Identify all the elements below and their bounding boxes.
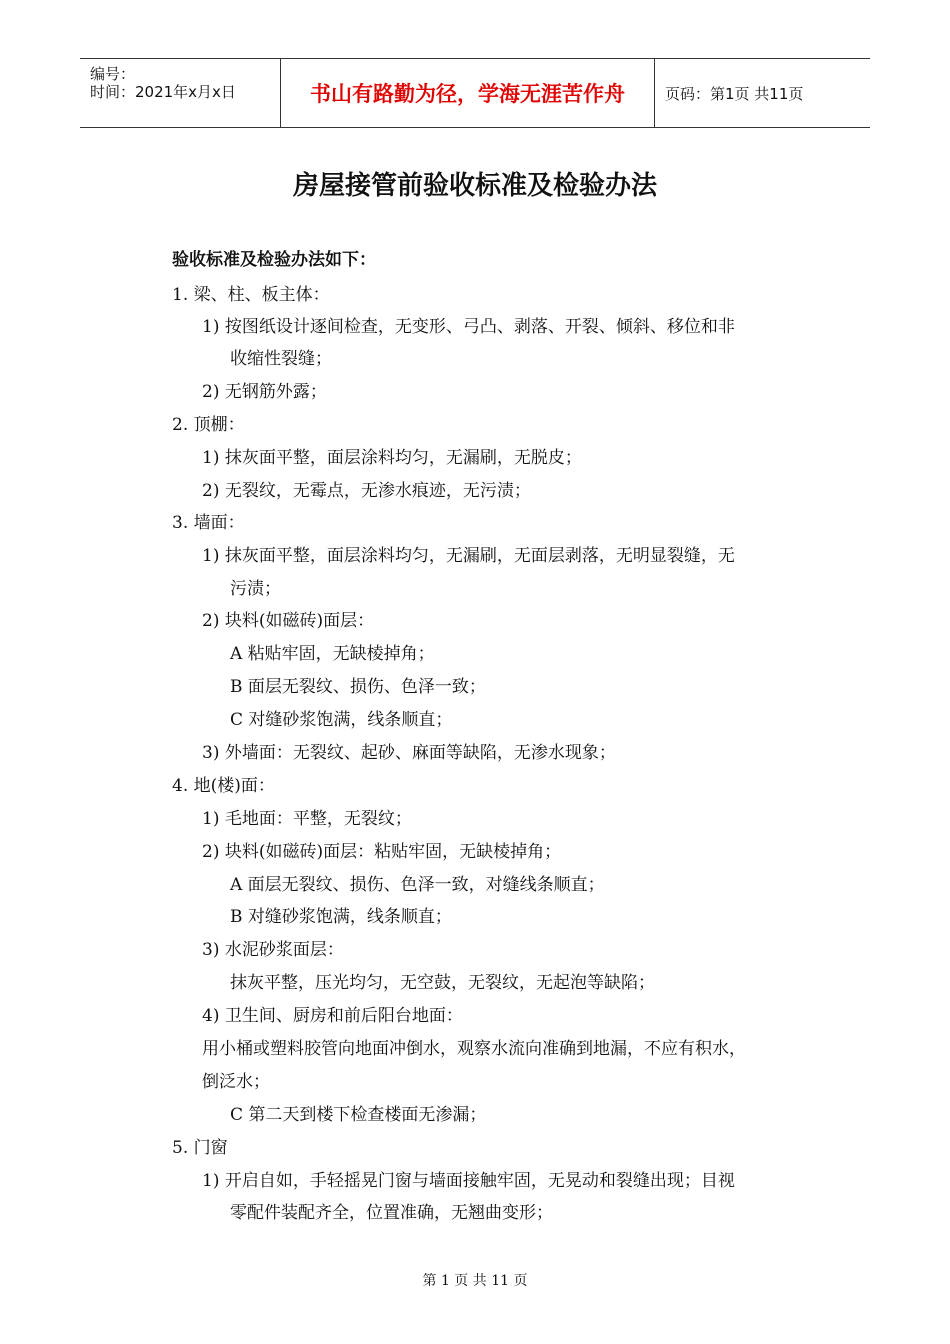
code-label: 编号：: [90, 65, 136, 83]
body-line: 2) 无裂纹，无霉点，无渗水痕迹，无污渍；: [202, 481, 531, 501]
body-line: 1. 梁、柱、板主体：: [172, 285, 330, 305]
document-header: [80, 58, 870, 128]
body-line: C 第二天到楼下检查楼面无渗漏；: [230, 1105, 487, 1125]
body-line: 1) 按图纸设计逐间检查，无变形、弓凸、剥落、开裂、倾斜、移位和非: [202, 317, 735, 337]
body-line: A 粘贴牢固，无缺棱掉角；: [230, 644, 435, 664]
body-line: 2) 块料(如磁砖)面层：: [202, 611, 375, 631]
body-line: 3. 墙面：: [172, 513, 245, 533]
body-line: B 对缝砂浆饱满，线条顺直；: [230, 907, 452, 927]
intro-heading: 验收标准及检验办法如下：: [172, 250, 376, 270]
body-line: 3) 水泥砂浆面层：: [202, 940, 344, 960]
body-line: 零配件装配齐全，位置准确，无翘曲变形；: [230, 1203, 553, 1223]
body-line: 2. 顶棚：: [172, 415, 245, 435]
body-line: 抹灰平整，压光均匀，无空鼓，无裂纹，无起泡等缺陷；: [230, 973, 655, 993]
page-title: 房屋接管前验收标准及检验办法: [292, 171, 657, 201]
body-line: 污渍；: [230, 579, 281, 599]
header-meta-cell: [80, 59, 281, 127]
body-line: 4) 卫生间、厨房和前后阳台地面：: [202, 1006, 463, 1026]
page-info: 页码：第1页 共11页: [665, 84, 804, 103]
body-line: 1) 开启自如，手轻摇晃门窗与墙面接触牢固，无晃动和裂缝出现；目视: [202, 1171, 735, 1191]
body-line: A 面层无裂纹、损伤、色泽一致，对缝线条顺直；: [230, 875, 605, 895]
body-line: 倒泛水；: [202, 1072, 270, 1092]
body-line: C 对缝砂浆饱满，线条顺直；: [230, 710, 453, 730]
body-line: B 面层无裂纹、损伤、色泽一致；: [230, 677, 486, 697]
time-label: 时间：2021年x月x日: [90, 83, 236, 101]
body-line: 3) 外墙面：无裂纹、起砂、麻面等缺陷，无渗水现象；: [202, 743, 616, 763]
motto: 书山有路勤为径，学海无涯苦作舟: [281, 59, 655, 127]
body-line: 5. 门窗: [172, 1138, 228, 1158]
page-footer: 第 1 页 共 11 页: [422, 1273, 528, 1289]
body-line: 4. 地(楼)面：: [172, 776, 275, 796]
body-line: 2) 块料(如磁砖)面层：粘贴牢固，无缺棱掉角；: [202, 842, 562, 862]
body-line: 2) 无钢筋外露；: [202, 382, 327, 402]
body-line: 1) 抹灰面平整，面层涂料均匀，无漏刷，无面层剥落，无明显裂缝，无: [202, 546, 735, 566]
body-line: 1) 毛地面：平整，无裂纹；: [202, 809, 412, 829]
body-line: 收缩性裂缝；: [230, 349, 332, 369]
body-line: 1) 抹灰面平整，面层涂料均匀，无漏刷，无脱皮；: [202, 448, 582, 468]
body-line: 用小桶或塑料胶管向地面冲倒水，观察水流向准确到地漏，不应有积水，: [202, 1039, 746, 1059]
